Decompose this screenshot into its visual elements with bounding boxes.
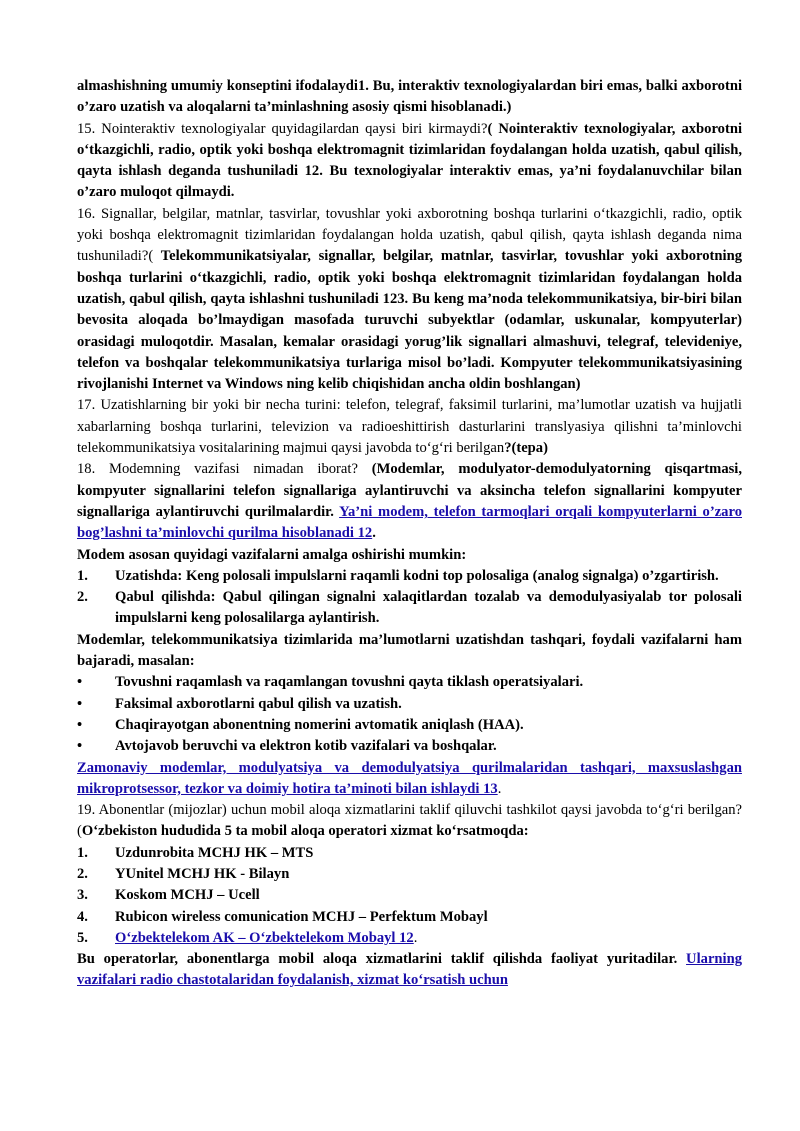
operator-number: 2. <box>77 865 88 882</box>
question-15-answer: ( Nointeraktiv texnologiyalar, axborotni o‘tkazgichli, radio, optik yoki boshqa elektromagnit tizimlaridan foydalangan holda uzatish, qabul qilish, qayta ishlash deganda tushuniladi 12. Bu texnologiyalar interaktiv emas, ya’ni foydalanuvchilar bilan o’zaro muloqot qilmaydi. <box>77 120 742 201</box>
question-19-answer: O‘zbekiston hududida 5 ta mobil aloqa operatori xizmat ko‘rsatmoqda: <box>81 823 529 840</box>
bullet-icon: • <box>77 695 83 712</box>
function-text: Qabul qilishda: Qabul qilingan signalni xalaqitlardan tozalab va demodulyasiyalab tor polosali impulslarni keng polosalilarga aylantirish. <box>115 589 742 627</box>
operator-number: 5. <box>77 929 88 946</box>
link-period: . <box>497 780 502 797</box>
operators-final <box>77 949 742 992</box>
bullet-text: Faksimal axborotlarni qabul qilish va uzatish. <box>115 695 402 712</box>
function-number: 1. <box>77 567 88 584</box>
link-period: . <box>372 525 376 542</box>
modem-closing <box>77 758 742 801</box>
question-16-text: 16. Signallar, belgilar, matnlar, tasvirlar, tovushlar yoki axborotning boshqa turlarini o‘tkazgichli, radio, optik yoki boshqa elektromagnit tizimlaridan foydalangan holda uzatish, qabul qilish, qayta ishlash deganda nima tushuniladi?( <box>77 205 742 265</box>
link-period: . <box>413 929 418 946</box>
document-page <box>77 76 742 992</box>
bullet-icon: • <box>77 738 83 755</box>
operator-item-5 <box>77 928 742 949</box>
operator-text: Rubicon wireless comunication MCHJ – Perfektum Mobayl <box>115 908 488 925</box>
operator-number: 1. <box>77 844 88 861</box>
operator-number: 4. <box>77 908 88 925</box>
function-item-2 <box>77 587 742 630</box>
bullet-icon: • <box>77 674 83 691</box>
modern-modems-link[interactable]: Zamonaviy modemlar, modulyatsiya va demodulyatsiya qurilmalaridan tashqari, maxsuslashgan mikroprotsessor, tezkor va doimiy hotira ta’minoti bilan ishlaydi 13 <box>77 759 742 797</box>
function-item-1 <box>77 566 742 587</box>
bullet-item-1 <box>77 672 742 693</box>
operators-final-text: Bu operatorlar, abonentlarga mobil aloqa xizmatlarini taklif qilishda faoliyat yuritadilar. <box>77 951 687 968</box>
bullet-item-2 <box>77 694 742 715</box>
operator-item-1 <box>77 843 742 864</box>
operator-number: 3. <box>77 887 88 904</box>
intro-paragraph: almashishning umumiy konseptini ifodalaydi1. Bu, interaktiv texnologiyalardan biri emas, balki axborotni o’zaro uzatish va aloqalarni ta’minlashning asosiy qismi hisoblanadi.) <box>77 78 742 116</box>
question-18-answer: (Modemlar, modulyator-demodulyatorning qisqartmasi, kompyuter signallarini telefon signallariga aylantiruvchi va aksincha telefon signallarini kompyuter signallariga aylantiruvchi qurilmalardir. <box>77 461 742 520</box>
operator-item-2 <box>77 864 742 885</box>
operator-item-4 <box>77 907 742 928</box>
operator-text: YUnitel MCHJ HK - Bilayn <box>115 865 290 882</box>
operator-item-3 <box>77 885 742 906</box>
modem-extra-intro: Modemlar, telekommunikatsiya tizimlarida ma’lumotlarni uzatishdan tashqari, foydali vazifalarni ham bajaradi, masalan: <box>77 631 742 670</box>
question-18-text: 18. Modemning vazifasi nimadan iborat? <box>77 461 358 478</box>
bullet-item-4 <box>77 736 742 757</box>
operators-tasks-link[interactable]: Ularning vazifalari radio chastotalaridan foydalanish, xizmat ko‘rsatish uchun <box>77 951 742 989</box>
operator-text: Uzdunrobita MCHJ HK – MTS <box>115 844 314 861</box>
modem-functions-intro: Modem asosan quyidagi vazifalarni amalga oshirishi mumkin: <box>77 546 467 563</box>
operator-text: Koskom MCHJ – Ucell <box>115 887 260 904</box>
function-text: Uzatishda: Keng polosali impulslarni raqamli kodni top polosaliga (analog signalga) o’zgartirish. <box>115 567 719 584</box>
bullet-text: Avtojavob beruvchi va elektron kotib vazifalari va boshqalar. <box>115 738 497 755</box>
question-19-text: 19. Abonentlar (mijozlar) uchun mobil aloqa xizmatlarini taklif qiluvchi tashkilot qaysi javobda to‘g‘ri berilgan? ( <box>77 802 742 840</box>
question-16 <box>77 204 742 396</box>
bullet-text: Chaqirayotgan abonentning nomerini avtomatik aniqlash (HAA). <box>115 716 524 733</box>
bullet-icon: • <box>77 716 83 733</box>
question-17-text: 17. Uzatishlarning bir yoki bir necha turini: telefon, telegraf, faksimil turlarini, ma’lumotlar uzatish va hujjatli xabarlarning boshqa turlarini, televizion va radioeshittirish dasturlarini translyasiya qilishni ta’minlovchi telekommunikatsiya vositalarining majmui qaysi javobda to‘g‘ri berilgan <box>77 397 742 457</box>
question-15-text: 15. Nointeraktiv texnologiyalar quyidagilardan qaysi biri kirmaydi? <box>77 120 488 137</box>
bullet-item-3 <box>77 715 742 736</box>
question-16-answer: Telekommunikatsiyalar, signallar, belgilar, matnlar, tasvirlar, tovushlar yoki axborotning boshqa turlarini o‘tkazgichli, radio, optik yoki boshqa elektromagnit tizimlaridan foydalangan holda uzatish, qabul qilish, qayta ishlashni tushuniladi 123. Bu keng ma’noda telekommunikatsiya, bir-biri bilan bevosita aloqada bo’lmaydigan masofada turuvchi subyektlar (odamlar, uskunalar, kompyuterlar) orasidagi muloqotdir. Masalan, kemalar orasidagi yorug’lik signallari almashuvi, telegraf, televideniye, telefon va boshqalar telekommunikatsiya turlariga misol bo’ladi. Kompyuter telekommunikatsiyasining rivojlanishi Internet va Windows ning kelib chiqishidan ancha oldin boshlangan) <box>77 248 742 393</box>
modem-definition-link[interactable]: Ya’ni modem, telefon tarmoqlari orqali kompyuterlarni o’zaro bog’lashni ta’minlovchi qurilma hisoblanadi 12 <box>77 503 742 542</box>
question-15 <box>77 119 742 204</box>
uztelecom-link[interactable]: O‘zbektelekom AK – O‘zbektelekom Mobayl 12 <box>115 929 414 946</box>
question-19 <box>77 800 742 843</box>
bullet-text: Tovushni raqamlash va raqamlangan tovushni qayta tiklash operatsiyalari. <box>115 674 584 691</box>
function-number: 2. <box>77 589 88 606</box>
question-17-answer: ?(tepa) <box>504 440 548 457</box>
question-17 <box>77 395 742 459</box>
operator-text <box>115 928 742 949</box>
question-18 <box>77 459 742 544</box>
